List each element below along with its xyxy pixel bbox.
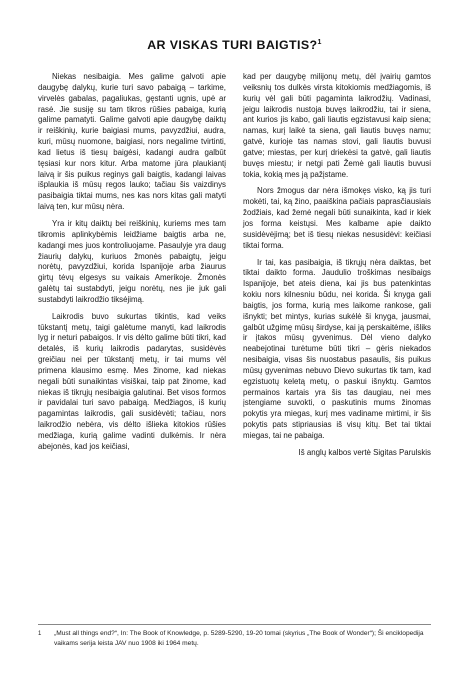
footnote-divider — [38, 624, 431, 625]
paragraph: Ir tai, kas pasibaigia, iš tikrųjų nėra daiktas, bet tiktai daikto forma. Jaudulio troškimas nesibaigs Ispanijoje, bet ateis diena, kai jis bus patenkintas kokiu nors kilnesniu būdu, nei korida. Ši knyga gali baigtis, jos forma, kurią mes laikome rankose, gali išnykti; bet mintys, kurias sukėlė ši knyga, jausmai, galbūt užgimę mūsų širdyse, kai ją perskaitėme, išliks ir įtakos mūsų gyvenimus. Dėl vieno dalyko neabejotinai turėtume būti tikri – gėris niekados nesibaigia, visas šis nuostabus pasaulis, šis puikus mūsų gyvenimas nebuvo Dievo sukurtas tik tam, kad egzistuotų keletą metų, o paskui išnyktų. Gamtos permainos kartais yra šis tas daugiau, nei mes įstengiame suvokti, o paskutinis mums žinomas pokytis yra miegas, kurį mes vadiname mirtimi, ir šis pokytis pats stipriausias iš visų kitų. Bet tai tiktai miegas, tai ne pabaiga. — [243, 257, 431, 440]
footnote-mark: 1 — [38, 631, 42, 637]
text-columns — [38, 72, 431, 465]
paragraph: Yra ir kitų daiktų bei reiškinių, kuriems mes tam tikromis aplinkybėmis leidžiame baigtis arba ne, kadangi mes juos kontroliuojame. Pasaulyje yra daug žiaurių dalykų, kuriuos žmonės pabaigtų, jeigu norėtų, pavyzdžiui, korida Ispanijoje arba žiaurus girtų tėvų elgesys su vaikais Amerikoje. Žmonės galėtų tai sustabdyti, jeigu norėtų, nes jie juk gali sustabdyti laikrodžio tiksėjimą. — [38, 218, 226, 304]
paragraph: Nors žmogus dar nėra išmokęs visko, ką jis turi mokėti, tai, ką žino, paaiškina pačiais paprasčiausiais žodžiais, kad žemė negali būti sunaikinta, kad ir kiek jos forma keistųsi. Mes kalbame apie daikto susidėvėjimą; bet iš tiesų niekas nesusidėvi: keičiasi tiktai forma. — [243, 186, 431, 250]
article-title — [38, 38, 431, 60]
document-page — [38, 30, 431, 670]
paragraph: Laikrodis buvo sukurtas tikintis, kad veiks tūkstantį metų, taigi galėtume manyti, kad laikrodis lyg ir neturi pabaigos. Ir vis dėlto galime būti tikri, kad detalės, iš kurių laikrodis padarytas, susidėvės greičiau nei per tūkstantį metų, ir tai mums vėl primena klausimo esmę. Mes žinome, kad niekas negali būti sunaikintas visiškai, taip pat žinome, kad niekas iš tikrųjų nesibaigia galutinai. Bet visos formos ir pavidalai turi savo pabaigą. Medžiagos, iš kurių pagamintas laikrodis, gali susidėvėti; tačiau, nors laikrodžio nebėra, vis dėlto išliekа kitokios rūšies medžiaga, kurią galime vadinti dulkėmis. Ir nėra abejonės, kad jos keičiasi, — [38, 311, 226, 451]
title-footnote-mark: 1 — [317, 39, 322, 46]
right-column — [243, 72, 431, 465]
footnote — [38, 629, 431, 649]
paragraph: Niekas nesibaigia. Mes galime galvoti apie daugybę dalykų, kurie turi savo pabaigą – tarkime, virvelės gabalas, pagaliukas, gęstanti ugnis, upė ar rasė. Jie susiję su tam tikros rūšies pabaiga, kurią galime pamatyti. Galime galvoti apie daugybę daiktų ir reiškinių, kurie baigiasi mums, pavyzdžiui, audra, kuri, mūsų nuomone, baigiasi, nors negalime tvirtinti, kad lietus iš tiesų baigėsi, kadangi audra galbūt tęsiasi kur nors kitur. Arba matome jūra plaukiantį laivą ir šis puikus reginys gali baigtis, kadangi laivas išplaukia iš mūsų regos lauko; tačiau šis vaizdinys pasibaigia tiktai mums, nes kas nors kitas gali matyti laivą ten, kur mūsų nėra. — [38, 72, 226, 212]
title-text: AR VISKAS TURI BAIGTIS? — [147, 38, 318, 52]
translator-credit: Iš anglų kalbos vertė Sigitas Parulskis — [298, 447, 431, 457]
left-column — [38, 72, 226, 465]
footnote-area — [38, 624, 431, 649]
footnote-text: „Must all things end?“, In: The Book of Knowledge, p. 5289-5290, 19-20 tomai (skyrius „The Book of Wonder“); Ši enciklopedija vaikams serija leista JAV nuo 1908 iki 1964 metų. — [54, 630, 424, 647]
paragraph: kad per daugybę milijonų metų, dėl įvairių gamtos veiksnių tos dulkės virsta kitokiomis medžiagomis, iš kurių vėl gali būti pagaminta laikrodžių. Vadinasi, jeigu laikrodis nustoja buvęs laikrodžiu, tai ir siena, ant kurios jis kabo, gali liautis egzistavusi kaip siena; namas, kurį laikė ta siena, gali liautis buvęs namu; gatvė, kurioje tas namas stovi, gali liautis buvusi gatve; miestas, per kurį driekėsi ta gatvė, gali liautis buvęs miestu; ir netgi pati Žemė gali liautis buvusi tokia, kokią mes ją pažįstame. — [243, 72, 431, 179]
